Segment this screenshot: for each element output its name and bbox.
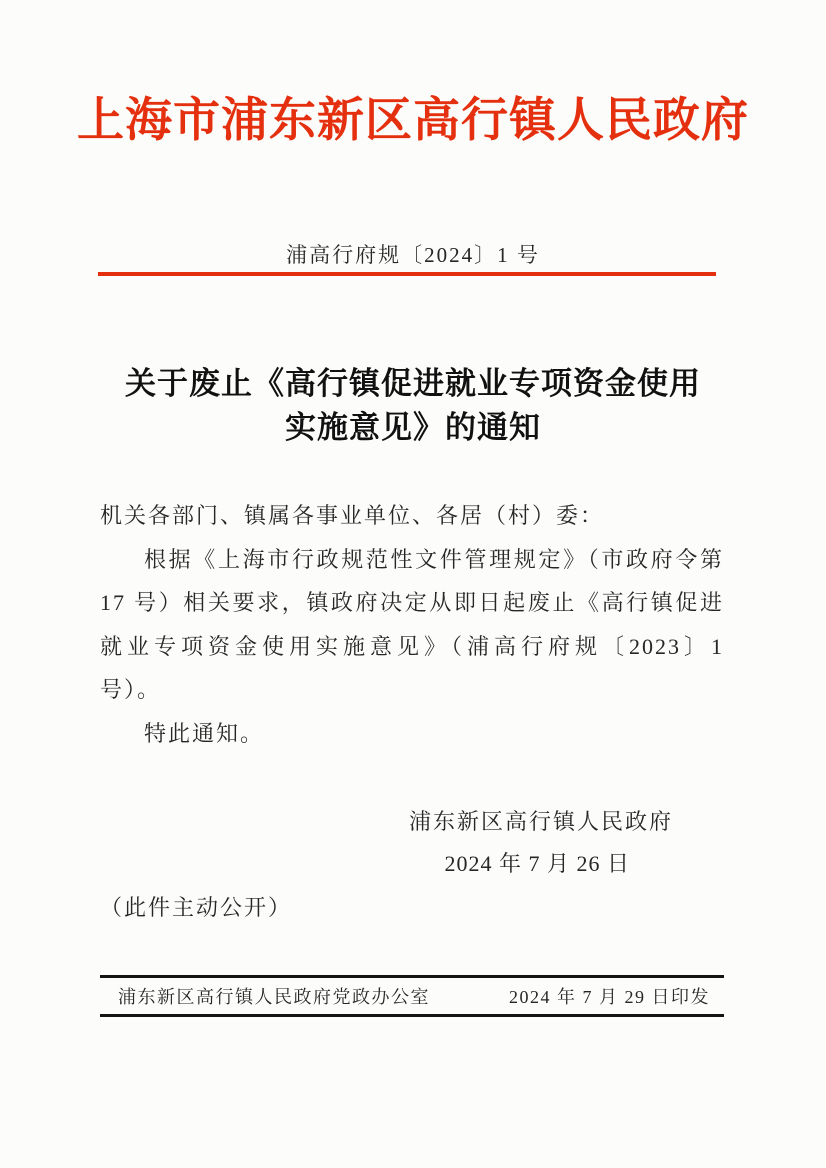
signature-date: 2024 年 7 月 26 日 — [444, 851, 630, 876]
red-divider-line — [98, 272, 716, 276]
notice-title-line-2: 实施意见》的通知 — [285, 410, 541, 445]
salutation-line: 机关各部门、镇属各事业单位、各居（村）委： — [100, 503, 605, 528]
notice-body — [100, 494, 724, 755]
footer-colophon — [100, 975, 724, 1017]
footer-print-date: 2024 年 7 月 29 日印发 — [509, 987, 710, 1007]
document-reference-number: 浦高行府规〔2024〕1 号 — [286, 243, 540, 267]
notice-title-line-1: 关于废止《高行镇促进就业专项资金使用 — [125, 366, 701, 401]
footer-issuing-office: 浦东新区高行镇人民政府党政办公室 — [118, 987, 430, 1007]
notice-title — [0, 362, 826, 450]
signature-issuer: 浦东新区高行镇人民政府 — [408, 809, 673, 834]
disclosure-note: （此件主动公开） — [100, 895, 293, 920]
agency-masthead-title: 上海市浦东新区高行镇人民政府 — [77, 95, 749, 147]
body-paragraph-1: 根据《上海市行政规范性文件管理规定》（市政府令第 17 号）相关要求，镇政府决定从即日起废止《高行镇促进就业专项资金使用实施意见》（浦高行府规〔2023〕1 号）。 — [100, 546, 724, 702]
body-paragraph-2: 特此通知。 — [144, 720, 265, 746]
